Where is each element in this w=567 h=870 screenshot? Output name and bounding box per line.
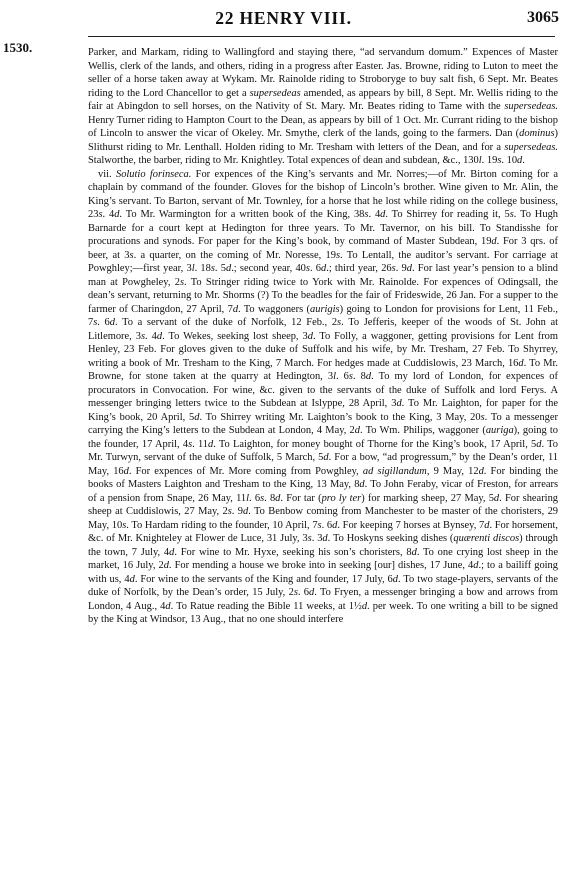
text-run: . For tar ( [280, 492, 322, 504]
text-run: ) going to London for provisions for Lent, 11 Feb., 7 [88, 303, 558, 328]
italic-text: d [332, 519, 338, 531]
text-run: . 11 [192, 438, 209, 450]
header-rule [88, 36, 555, 37]
italic-text: s [480, 411, 485, 423]
italic-text: d [354, 425, 360, 436]
italic-text: d [380, 209, 386, 220]
text-run: . 6 [297, 587, 310, 598]
italic-text: s [98, 209, 103, 220]
text-run: . 8 [264, 492, 276, 504]
text-run: . To Shirrey for reading it, 5 [385, 209, 510, 220]
text-run: . 19 [481, 155, 498, 166]
italic-text: l [333, 371, 336, 382]
text-run: . To Folly, a waggoner, getting provisions for Lent from Henley, 23 Feb. For gloves given to the duke of Suffolk and his wife, by Mr. Tresham, 27 Feb. To Shyrrey, writing a book of Mr. Tresham to the King, 7 March. For hedges made at Cuddislowis, 23 March, 16 [88, 330, 559, 369]
text-run: . To two stage-players, servants of the duke of Norfolk, by the Dean’s order, 15 July, 2 [88, 573, 559, 598]
text-run: .; third year, 26 [326, 263, 392, 274]
paragraph [88, 168, 558, 627]
text-run: ) through the town, 7 July, 4 [88, 533, 558, 558]
text-run: . For mending a house we broke into in seeking [our] dishes, 17 June, 4 [168, 560, 474, 571]
italic-text: d [129, 573, 135, 585]
italic-text: d [323, 452, 329, 463]
italic-text: l [191, 263, 195, 274]
text-run: . To Lentall, the auditor’s servant. For carriage at Powghley;—first year, 3 [88, 249, 558, 274]
text-run: . For expences of Mr. More coming from Powghley, [128, 465, 363, 477]
italic-text: d [275, 492, 281, 504]
italic-text: d [225, 263, 232, 274]
italic-text: s [122, 519, 127, 531]
text-run: . For a bow, “ad progressum,” by the Dean’s order, 11 May, 16 [88, 452, 558, 477]
text-run: . 8 [352, 371, 366, 382]
text-run: . To Benbow coming from Manchester to be master of the choristers, 29 May, 10 [88, 506, 559, 531]
italic-text: d [165, 600, 171, 612]
text-run: . 4 [102, 209, 115, 220]
italic-text: s [509, 209, 514, 220]
running-head [0, 6, 567, 34]
italic-text: s [179, 276, 185, 288]
text-run: ), going to the founder, 17 April, 4 [88, 425, 559, 450]
italic-text: d [484, 519, 490, 531]
italic-text: s [188, 438, 193, 450]
italic-text: d [109, 317, 115, 328]
italic-text: s [93, 317, 98, 328]
italic-text: d [411, 546, 417, 558]
text-run: . To Wekes, seeking lost sheep, 3 [162, 330, 308, 342]
italic-text: d [194, 411, 200, 423]
page-title: 22 HENRY VIII. [215, 8, 352, 28]
italic-text: s [335, 249, 341, 261]
text-run: . 6 [309, 263, 321, 274]
italic-text: d [232, 303, 239, 315]
italic-text: l [246, 492, 250, 504]
text-run: . To Shirrey writing Mr. Laighton’s book to the King, 3 May, 20 [199, 411, 481, 423]
text-run: . 4 [368, 209, 381, 220]
text-run: . 9 [395, 263, 407, 274]
italic-text: l [478, 155, 482, 166]
italic-text: d [396, 398, 402, 409]
text-run: . To one crying lost sheep in the market, 16 July, 2 [88, 546, 558, 571]
italic-text: d [473, 560, 479, 571]
italic-text: d [359, 479, 365, 490]
text-run: ) for marking sheep, 27 May, 5 [361, 492, 494, 504]
text-run: Parker, and Markam, riding to Wallingford and staying there, “ad servandum domum.” Expences of Master Wellis, clerk of the lands, and others, riding in a progress after Easter. Jas. Browne, riding to Luton to meet the seller of a horse taken away at Wykam. Mr. Rainolde riding to Stroboryge to buy salt fish, 6 Sept. Mr. Beates riding to the Lord Chancellor to get a [88, 47, 558, 99]
italic-text: s [260, 492, 265, 504]
text-run: . per week. To one writing a bill to be signed by the King at Windsor, 13 Aug., that no one should interfere [88, 600, 558, 625]
text-run: amended, as appears by bill, 8 Sept. Mr. Wellis riding to the fair at Abingdon to sell horses, on the Nativity of St. Mary. Mr. Beates riding to Tame with the [88, 87, 559, 112]
italic-text: supersedeas. [504, 101, 558, 112]
text-run: . For shearing sheep at Cuddislowis, 27 May, 2 [88, 492, 559, 517]
text-run: . To Ratue reading the Bible 11 weeks, at 1½ [170, 600, 362, 612]
text-run: . To Mr. Laighton, for paper for the King’s book, 20 April, 5 [88, 398, 558, 423]
text-run: . For binding the books of Masters Laighton and Tresham to the King, 13 May, 8 [88, 465, 558, 490]
italic-text: d [518, 357, 524, 369]
italic-text: s [391, 263, 396, 274]
text-run: . 6 [97, 317, 110, 328]
text-run: . 6 [321, 519, 333, 531]
text-run: . To Mr. Turwyn, servant of the duke of Suffolk, 5 March, 5 [88, 438, 559, 463]
italic-text: s [140, 330, 146, 342]
text-run: vii. [98, 168, 116, 180]
text-run: . To a messenger carrying the King’s letters to the Subdean at London, 4 May, 2 [88, 411, 558, 436]
italic-text: quærenti discos [453, 533, 520, 544]
text-run: . To Jefferis, keeper of the woods of St. John at Litlemore, 3 [88, 317, 558, 342]
text-run: For expences of the King’s servants and Mr. Norres;—of Mr. Birton coming for a chaplain by command of the founder. Gloves for the bishop of Lincoln’s brother. Wine given to Mr. Alin, the King’s servant. To Barton, servant of Mr. Townley, for a horse that he lost while riding on the college business, 23 [88, 168, 558, 220]
text-run: . 9 [231, 506, 244, 517]
text-run: . To Laighton, for money bought of Thorne for the King’s book, 17 April, 5 [213, 438, 537, 450]
text-run: . To Hugh Barnarde for a court kept at Hedington for three years. To Mr. Tavernor, on his bill. To Standisshe for procurations and synods. For paper for the King’s book, by command of Master Subdean, 19 [88, 209, 559, 247]
italic-text: s [307, 533, 312, 544]
italic-text: auriga [485, 425, 514, 436]
text-run: . 6 [249, 492, 261, 504]
italic-text: s [210, 263, 215, 274]
italic-text: s [129, 249, 134, 261]
italic-text: aurigis [310, 303, 340, 315]
italic-text: pro ly ter [321, 492, 362, 504]
italic-text: d [208, 438, 214, 450]
italic-text: d [123, 465, 129, 477]
italic-text: d [478, 465, 484, 477]
italic-text: d [517, 155, 523, 166]
text-run: , 9 May, 12 [426, 465, 479, 477]
text-run: . 5 [214, 263, 226, 274]
italic-text: s [293, 587, 298, 598]
italic-text: s [497, 155, 502, 166]
text-run: . To Hoskyns seeking dishes ( [327, 533, 454, 544]
italic-text: d [361, 600, 368, 612]
text-run: . To a servant of the duke of Norfolk, 12 Feb., 2 [115, 317, 338, 328]
margin-year: 1530. [3, 40, 33, 55]
text-run: . a quarter, on the coming of Mr. Noresse, 19 [133, 249, 336, 261]
paragraph [88, 46, 558, 168]
italic-text: d [169, 546, 175, 558]
italic-text: s [364, 209, 369, 220]
italic-text: s [337, 317, 342, 328]
italic-text: d [493, 492, 500, 504]
italic-text: d [309, 587, 315, 598]
text-run: . To Stringer riding twice to York with Mr. Rainolde. For expences of Odingsall, the dean’s servant, returning to Mr. Shorms (?) To the beadles for the fair of Frideswide, 26 Jan. For a supper to the farmer of Charingdon, 27 April, 7 [88, 276, 558, 315]
text-run: . To Hardam riding to the founder, 10 April, 7 [126, 519, 318, 531]
italic-text: Solutio forinseca. [115, 168, 192, 180]
italic-text: d [536, 438, 542, 450]
italic-text: s [348, 371, 353, 382]
italic-text: dominus [519, 128, 555, 139]
italic-text: s [317, 519, 322, 531]
text-run: . For horsement, &c. of Mr. Knighteley at Flower de Luce, 31 July, 3 [88, 519, 559, 544]
text-run: .; to a bailiff going with us, 4 [88, 560, 558, 585]
text-run: . 6 [335, 371, 349, 382]
italic-text: d [156, 330, 163, 342]
text-run: . For wine to Mr. Hyxe, seeking his son’s choristers, 8 [174, 546, 412, 558]
text-run: . To Fryen, a messenger bringing a bow and arrows from London, 4 Aug., 4 [88, 587, 559, 612]
italic-text: d [321, 263, 327, 274]
text-run: . For keeping 7 horses at Bynsey, 7 [337, 519, 485, 531]
text-run: . To my lord of London, for expences of procurators in Convocation. For wine, &c. given to the servants of the duke of Suffolk and lord Ferys. A messenger bringing letters twice to the Subdean at Islyppe, 28 April, 3 [88, 371, 558, 409]
italic-text: d [307, 330, 313, 342]
text-run: . To Mr. Browne, for stone taken at the quarry at Hedington, 3 [88, 357, 558, 382]
italic-text: d [406, 263, 412, 274]
italic-text: supersedeas. [504, 141, 558, 153]
italic-text: d [114, 209, 120, 220]
page-number: 3065 [527, 9, 559, 26]
italic-text: s [305, 263, 310, 274]
text-run: .; second year, 40 [231, 263, 306, 274]
text-run: ) Slithurst riding to Mr. Lenthall. Holden riding to Mr. Tresham with letters of the Dean, and for a [88, 128, 558, 153]
text-run: . 18 [194, 263, 211, 274]
text-run: Henry Turner riding to Hampton Court to the Dean, as appears by bill of 1 Oct. Mr. Currant riding to the bishop of Lincoln to answer the vicar of Okeley. Mr. Smythe, clerk of the lands, going to the farmers. Dan ( [88, 114, 558, 139]
italic-text: supersedeas [249, 87, 301, 99]
text-run: . For last year’s pension to a blind man at Powgheley, 2 [88, 263, 559, 288]
italic-text: d [365, 371, 372, 382]
italic-text: d [322, 533, 328, 544]
text-run: . To Mr. Warmington for a written book of the King, 38 [119, 209, 365, 220]
text-run: . To Wm. Philips, waggoner ( [360, 425, 486, 436]
italic-text: d [163, 560, 169, 571]
italic-text: ad sigillandum [362, 465, 427, 477]
italic-text: d [392, 573, 398, 585]
text-run: . 4 [145, 330, 157, 342]
text-run: . To John Feraby, vicar of Freston, for arrears of a pension from Snape, 26 May, 11 [88, 479, 559, 504]
text-run: . 10 [501, 155, 518, 166]
text-run: Stalworthe, the barber, riding to Mr. Knightley. Total expences of dean and subdean, &c., 130 [88, 155, 479, 166]
document-body [88, 46, 558, 627]
italic-text: s [227, 506, 232, 517]
text-run: . For 3 qrs. of beer, at 3 [88, 236, 558, 261]
text-run: . For wine to the servants of the King and founder, 17 July, 6 [134, 573, 393, 585]
text-run: . 3 [311, 533, 323, 544]
text-run: . To waggoners ( [238, 303, 311, 315]
italic-text: d [491, 236, 497, 247]
text-run: . [522, 155, 525, 166]
italic-text: d [243, 506, 249, 517]
